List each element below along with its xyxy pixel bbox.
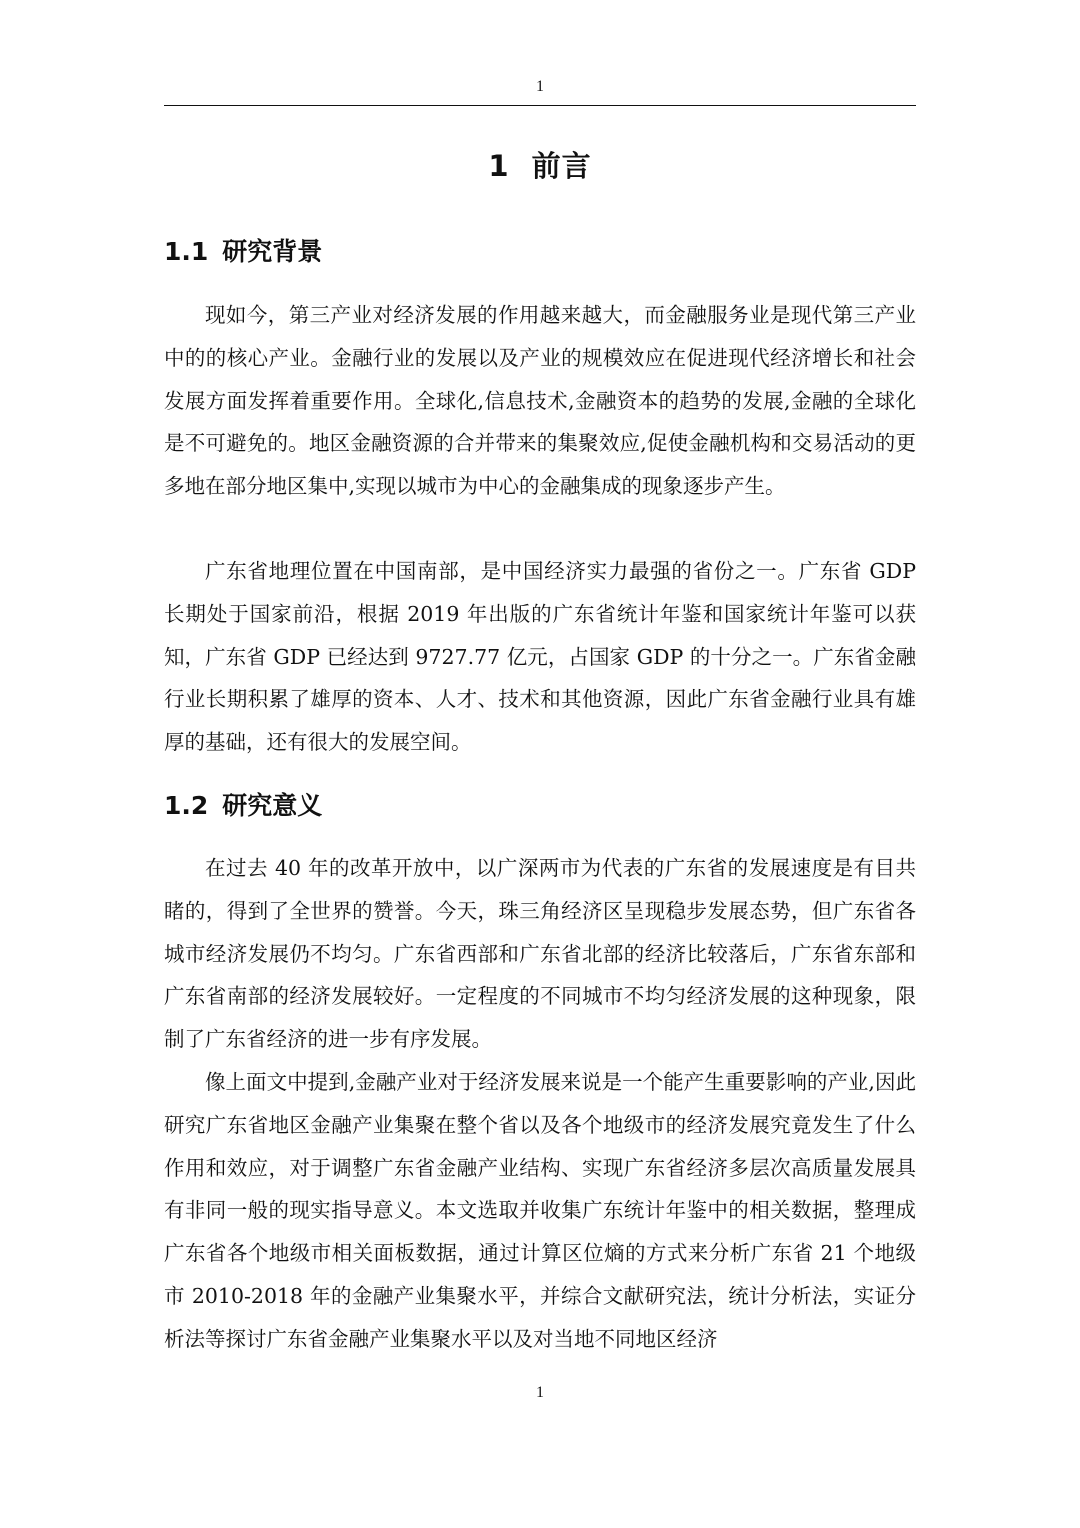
section-heading-1-2 (164, 786, 322, 822)
chapter-number: 1 (488, 149, 510, 183)
header-rule (164, 105, 916, 106)
header-page-number: 1 (536, 78, 544, 95)
footer-page-number: 1 (536, 1384, 544, 1401)
paragraph: 在过去 40 年的改革开放中，以广深两市为代表的广东省的发展速度是有目共睹的，得到了全世界的赞誉。今天，珠三角经济区呈现稳步发展态势，但广东省各城市经济发展仍不均匀。广东省西部和广东省北部的经济比较落后，广东省东部和广东省南部的经济发展较好。一定程度的不同城市不均匀经济发展的这种现象，限制了广东省经济的进一步有序发展。 (164, 856, 916, 1052)
section-heading-1-1 (164, 232, 322, 268)
chapter-title (0, 144, 1080, 185)
chapter-title-text: 前言 (531, 149, 592, 183)
paragraph: 像上面文中提到,金融产业对于经济发展来说是一个能产生重要影响的产业,因此研究广东省地区金融产业集聚在整个省以及各个地级市的经济发展究竟发生了什么作用和效应，对于调整广东省金融产业结构、实现广东省经济多层次高质量发展具有非同一般的现实指导意义。本文选取并收集广东统计年鉴中的相关数据，整理成广东省各个地级市相关面板数据，通过计算区位熵的方式来分析广东省 21 个地级市 2010-2018 年的金融产业集聚水平，并综合文献研究法，统计分析法，实证分析法等探讨广东省金融产业集聚水平以及对当地不同地区经济 (164, 1070, 916, 1351)
paragraph: 广东省地理位置在中国南部，是中国经济实力最强的省份之一。广东省 GDP 长期处于国家前沿，根据 2019 年出版的广东省统计年鉴和国家统计年鉴可以获知，广东省 GDP 已经达到 9727.77 亿元，占国家 GDP 的十分之一。广东省金融行业长期积累了雄厚的资本、人才、技术和其他资源，因此广东省金融行业具有雄厚的基础，还有很大的发展空间。 (164, 559, 916, 755)
section-title-text: 研究意义 (222, 791, 323, 820)
section-number: 1.1 (164, 237, 209, 266)
section-number: 1.2 (164, 791, 209, 820)
section-title-text: 研究背景 (222, 237, 323, 266)
paragraph: 现如今，第三产业对经济发展的作用越来越大，而金融服务业是现代第三产业中的的核心产业。金融行业的发展以及产业的规模效应在促进现代经济增长和社会发展方面发挥着重要作用。全球化,信息技术,金融资本的趋势的发展,金融的全球化是不可避免的。地区金融资源的合并带来的集聚效应,促使金融机构和交易活动的更多地在部分地区集中,实现以城市为中心的金融集成的现象逐步产生。 (164, 303, 916, 499)
